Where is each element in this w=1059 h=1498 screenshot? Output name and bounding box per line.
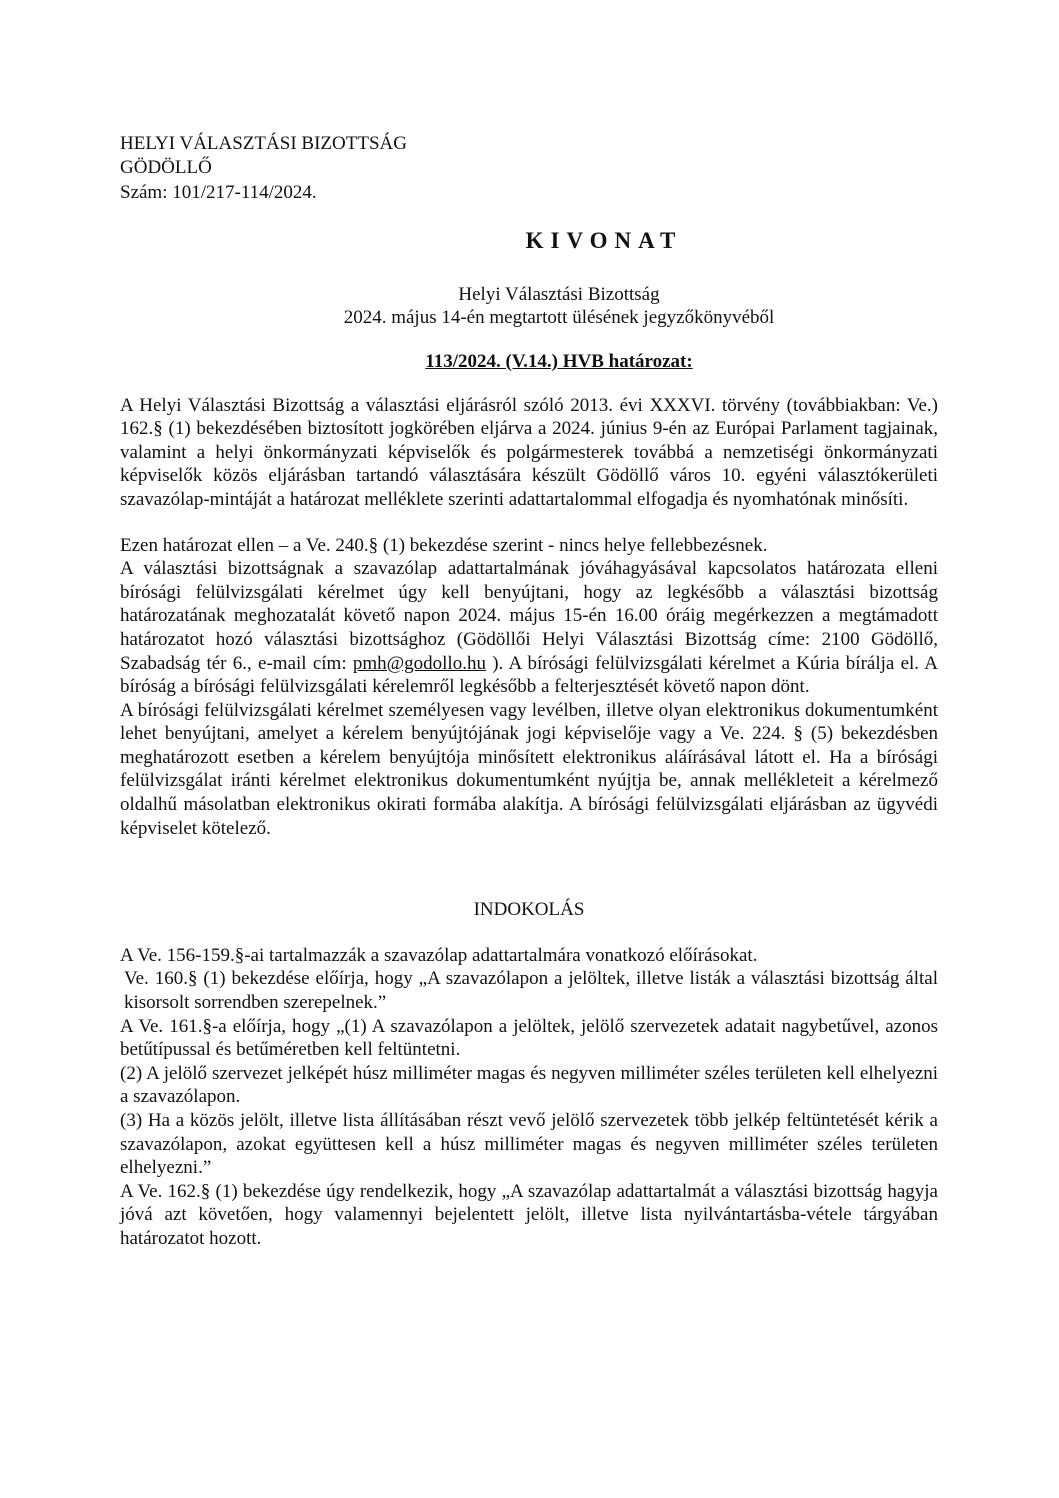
issuer-header [120, 132, 938, 205]
legal-remedy-section [120, 534, 938, 841]
reasoning-heading: INDOKOLÁS [473, 899, 585, 921]
reasoning-paragraph: (3) Ha a közös jelölt, illetve lista állításában részt vevő jelölő szervezetek több jelkép feltüntetését kérik a szavazólapon, azokat együttesen kell a húsz milliméter magas és negyven milliméter széles területen elhelyezni.” [120, 1110, 938, 1179]
review-text-part1: A választási bizottságnak a szavazólap adattartalmának jóváhagyásával kapcsolatos határozata elleni bírósági felülvizsgálati kérelmet úgy kell benyújtani, hogy az legkésőbb a választási bizottság határozatának meghozatalát követő napon 2024. május 15-én 16.00 óráig megérkezzen a megtámadott határozatot hozó választási bizottsághoz (Gödöllői Helyi Választási Bizottság címe: 2100 Gödöllő, Szabadság tér 6., e-mail cím: [120, 558, 938, 674]
document-page [120, 132, 938, 1251]
reasoning-paragraph: A Ve. 162.§ (1) bekezdése úgy rendelkezik, hogy „A szavazólap adattartalmát a választási bizottság hagyja jóvá azt követően, hogy valamennyi bejelentett jelölt, illetve lista nyilvántartásba-vétele tárgyában határozatot hozott. [120, 1180, 938, 1249]
review-text-part2: ). A bírósági felülvizsgálati kérelmet a Kúria bírálja el. A bíróság a bírósági felülvizsgálati kérelemről legkésőbb a felterjesztését követő napon dönt. [120, 652, 938, 698]
issuer-name: HELYI VÁLASZTÁSI BIZOTTSÁG [120, 133, 407, 154]
appeal-notice: Ezen határozat ellen – a Ve. 240.§ (1) bekezdése szerint - nincs helye fellebbezésnek. [120, 534, 768, 556]
subtitle-meeting: 2024. május 14-én megtartott ülésének jegyzőkönyvéből [343, 307, 775, 329]
submission-paragraph: A bírósági felülvizsgálati kérelmet személyesen vagy levélben, illetve olyan elektronikus dokumentumként lehet benyújtani, amelyet a kérelem benyújtójának jogi képviselője vagy a Ve. 224. § (5) bekezdésben meghatározott esetben a kérelem benyújtója minősített elektronikus aláírásával látott el. Ha a bírósági felülvizsgálat iránti kérelmet elektronikus dokumentumként nyújtja be, annak mellékleteit a kérelmező oldalhű másolatban elektronikus okirati formába alakítja. A bírósági felülvizsgálati eljárásban az ügyvédi képviselet kötelező. [120, 699, 938, 839]
reasoning-paragraph: A Ve. 156-159.§-ai tartalmazzák a szavazólap adattartalmára vonatkozó előírásokat. [120, 944, 758, 966]
document-subtitle [180, 283, 938, 330]
judicial-review-paragraph [120, 557, 938, 699]
reasoning-section [120, 944, 938, 1251]
document-number: Szám: 101/217-114/2024. [120, 182, 317, 204]
reasoning-paragraph: A Ve. 161.§-a előírja, hogy „(1) A szavazólapon a jelöltek, jelölő szervezetek adatait nagybetűvel, azonos betűtípussal és betűméretben kell feltüntetni. [120, 1015, 938, 1061]
document-title: KIVONAT [525, 227, 683, 253]
reasoning-paragraph: Ve. 160.§ (1) bekezdése előírja, hogy „A szavazólapon a jelöltek, illetve listák a választási bizottság által kisorsolt sorrendben szerepelnek.” [124, 968, 938, 1014]
reasoning-paragraph: (2) A jelölő szervezet jelképét húsz milliméter magas és negyven milliméter széles területen kell elhelyezni a szavazólapon. [120, 1062, 938, 1108]
decision-identifier: 113/2024. (V.14.) HVB határozat: [425, 350, 693, 372]
email-link[interactable]: pmh@godollo.hu [352, 652, 486, 674]
decision-paragraph: A Helyi Választási Bizottság a választási eljárásról szóló 2013. évi XXXVI. törvény (továbbiakban: Ve.) 162.§ (1) bekezdésében biztosított jogkörében eljárva a 2024. június 9-én az Európai Parlament tagjainak, valamint a helyi önkormányzati képviselők és polgármesterek továbbá a nemzetiségi önkormányzati képviselők közös eljárásban tartandó választására készült Gödöllő város 10. egyéni választókerületi szavazólap-mintáját a határozat melléklete szerinti adattartalommal elfogadja és nyomhatónak minősíti. [120, 394, 938, 510]
issuer-city: GÖDÖLLŐ [120, 156, 212, 178]
subtitle-committee: Helyi Választási Bizottság [458, 283, 660, 305]
